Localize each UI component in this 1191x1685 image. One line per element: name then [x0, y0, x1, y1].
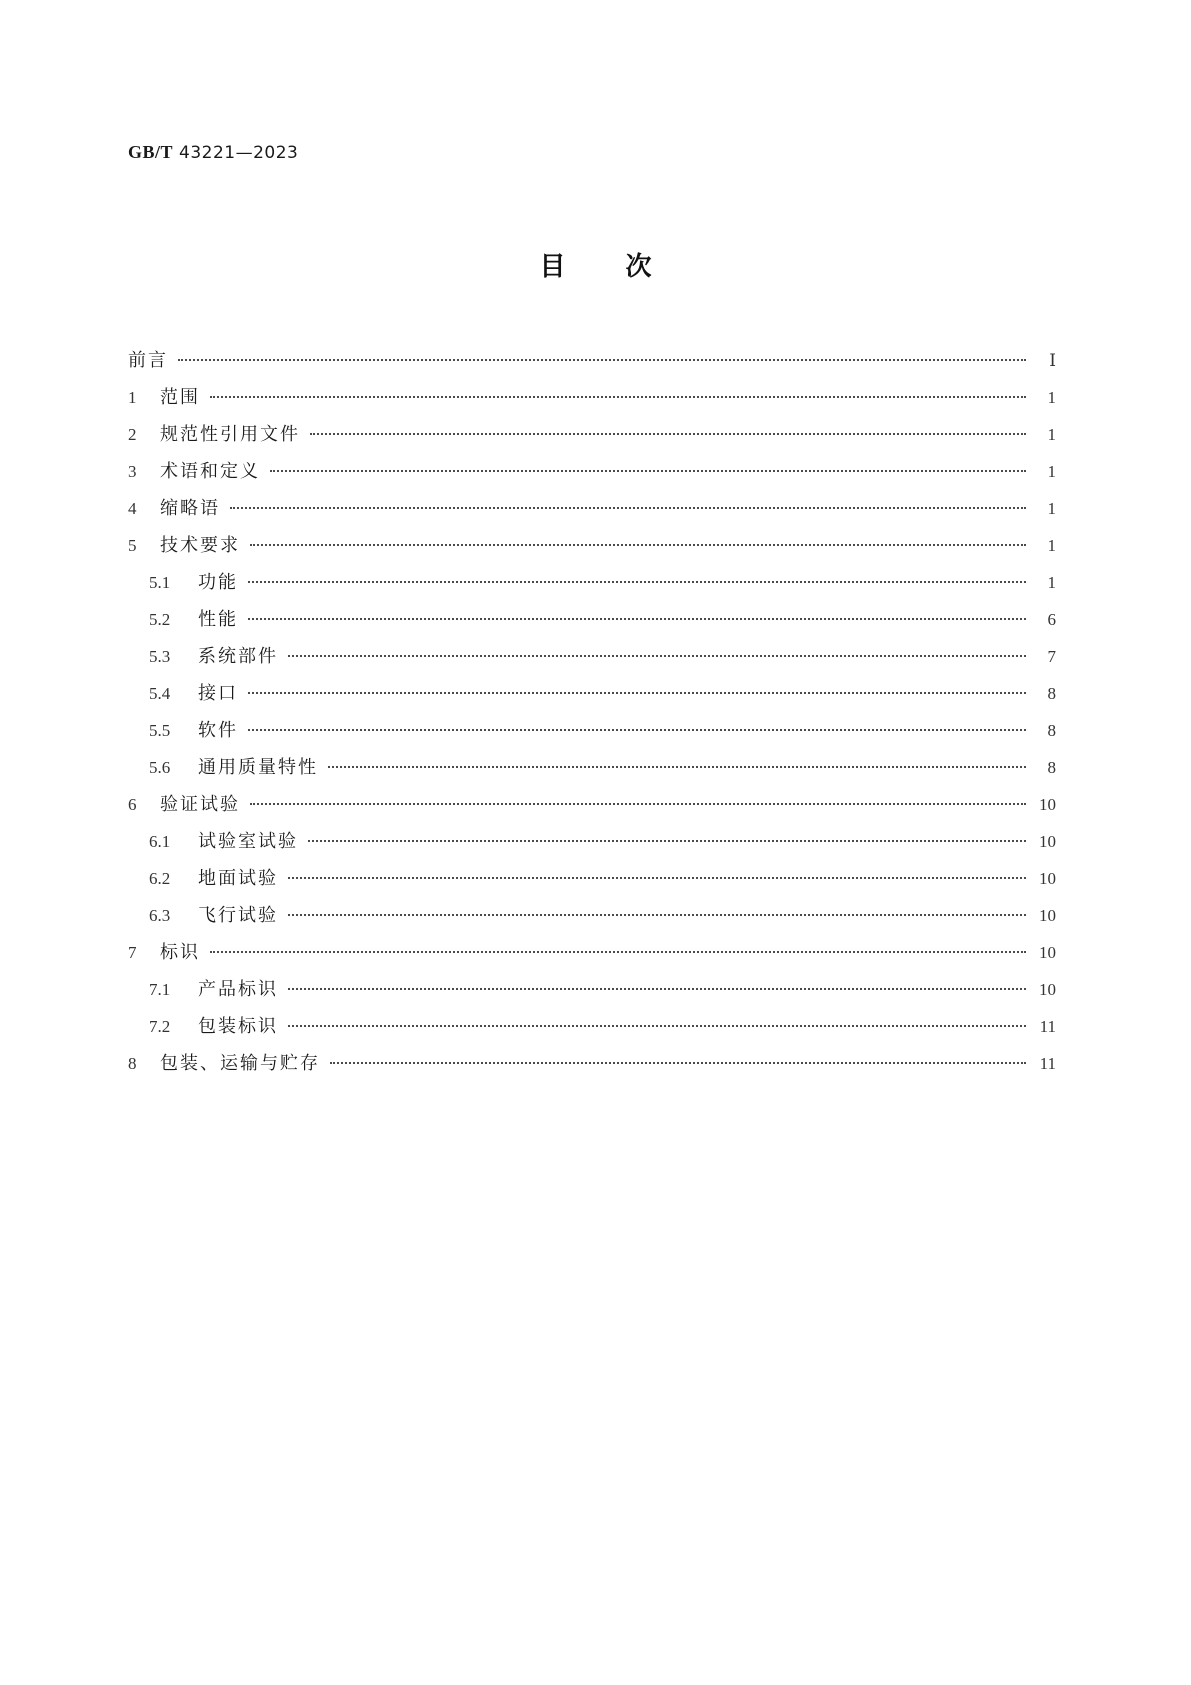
- toc-entry[interactable]: [128, 1045, 1056, 1082]
- toc-subentry[interactable]: [128, 564, 1056, 601]
- toc-entry-title: 包装标识: [198, 1016, 278, 1037]
- dot-leader: [288, 877, 1026, 879]
- toc-entry-title: 规范性引用文件: [160, 424, 300, 445]
- toc-entry-page: 8: [1047, 721, 1056, 740]
- toc-entry-page: 1: [1047, 536, 1056, 555]
- dot-leader: [248, 729, 1026, 731]
- toc-subentry[interactable]: [128, 897, 1056, 934]
- toc-entry-page: 1: [1047, 425, 1056, 444]
- toc-entry-number: 5.6: [149, 758, 171, 777]
- dot-leader: [250, 803, 1026, 805]
- toc-entry-title: 包装、运输与贮存: [160, 1053, 320, 1074]
- standard-prefix: GB/T: [128, 142, 174, 162]
- toc-entry-number: 6.3: [149, 906, 171, 925]
- toc-entry-number: 5.1: [149, 573, 171, 592]
- toc-entry[interactable]: [128, 416, 1056, 453]
- dot-leader: [330, 1062, 1026, 1064]
- dot-leader: [308, 840, 1026, 842]
- toc-entry[interactable]: [128, 527, 1056, 564]
- toc-entry-title: 接口: [198, 683, 238, 704]
- toc-subentry[interactable]: [128, 675, 1056, 712]
- toc-entry-title: 缩略语: [160, 498, 220, 519]
- dot-leader: [288, 655, 1026, 657]
- toc-entry-page: 1: [1047, 388, 1056, 407]
- toc-entry-number: 7: [128, 943, 137, 962]
- dot-leader: [248, 581, 1026, 583]
- toc-entry-page: Ⅰ: [1049, 351, 1056, 370]
- dot-leader: [288, 914, 1026, 916]
- toc-subentry[interactable]: [128, 971, 1056, 1008]
- toc-entry-page: 11: [1039, 1017, 1056, 1036]
- toc-entry-page: 10: [1039, 906, 1056, 925]
- toc-entry-page: 7: [1047, 647, 1056, 666]
- dot-leader: [248, 692, 1026, 694]
- toc-subentry[interactable]: [128, 823, 1056, 860]
- dot-leader: [178, 359, 1026, 361]
- toc-entry-number: 6.1: [149, 832, 171, 851]
- toc-entry-title: 性能: [198, 609, 238, 630]
- toc-entry-page: 10: [1039, 943, 1056, 962]
- dot-leader: [270, 470, 1026, 472]
- toc-entry-number: 4: [128, 499, 137, 518]
- toc-subentry[interactable]: [128, 712, 1056, 749]
- toc-entry-title: 通用质量特性: [198, 757, 318, 778]
- toc-entry-page: 6: [1047, 610, 1056, 629]
- toc-entry-title: 前言: [128, 350, 168, 371]
- dot-leader: [250, 544, 1026, 546]
- toc-entry-number: 5: [128, 536, 137, 555]
- toc-entry[interactable]: [128, 342, 1056, 379]
- toc-entry-page: 1: [1047, 499, 1056, 518]
- toc-subentry[interactable]: [128, 638, 1056, 675]
- dot-leader: [328, 766, 1026, 768]
- toc-entry-title: 飞行试验: [198, 905, 278, 926]
- dot-leader: [230, 507, 1026, 509]
- toc-entry[interactable]: [128, 379, 1056, 416]
- toc-entry-title: 试验室试验: [198, 831, 298, 852]
- toc-entry[interactable]: [128, 786, 1056, 823]
- toc-subentry[interactable]: [128, 601, 1056, 638]
- toc-entry-page: 1: [1047, 573, 1056, 592]
- toc-title: 目次: [539, 252, 712, 282]
- toc-entry-number: 7.1: [149, 980, 171, 999]
- toc-entry-title: 标识: [160, 942, 200, 963]
- toc-entry-page: 11: [1039, 1054, 1056, 1073]
- toc-entry-page: 8: [1047, 684, 1056, 703]
- toc-entry-number: 2: [128, 425, 137, 444]
- toc-entry-page: 1: [1047, 462, 1056, 481]
- standard-code: 43221—2023: [179, 143, 299, 163]
- toc-entry-title: 地面试验: [198, 868, 278, 889]
- dot-leader: [210, 951, 1026, 953]
- toc-entry-title: 产品标识: [198, 979, 278, 1000]
- toc-entry-title: 术语和定义: [160, 461, 260, 482]
- toc-entry-number: 5.4: [149, 684, 171, 703]
- toc-entry-page: 10: [1039, 832, 1056, 851]
- toc-entry-title: 范围: [160, 387, 200, 408]
- toc-entry[interactable]: [128, 453, 1056, 490]
- toc-subentry[interactable]: [128, 749, 1056, 786]
- toc-entry-title: 功能: [198, 572, 238, 593]
- toc-entry[interactable]: [128, 934, 1056, 971]
- standard-number: [128, 142, 298, 163]
- dot-leader: [210, 396, 1026, 398]
- toc-entry-number: 7.2: [149, 1017, 171, 1036]
- toc-entry-number: 5.2: [149, 610, 171, 629]
- toc-entry-title: 软件: [198, 720, 238, 741]
- toc-entry-page: 8: [1047, 758, 1056, 777]
- toc-subentry[interactable]: [128, 860, 1056, 897]
- toc-entry-page: 10: [1039, 795, 1056, 814]
- toc-entry[interactable]: [128, 490, 1056, 527]
- dot-leader: [288, 1025, 1026, 1027]
- toc-entry-number: 8: [128, 1054, 137, 1073]
- toc-entry-page: 10: [1039, 980, 1056, 999]
- toc-subentry[interactable]: [128, 1008, 1056, 1045]
- toc-entry-number: 5.5: [149, 721, 171, 740]
- toc-entry-title: 系统部件: [198, 646, 278, 667]
- toc-entry-number: 6.2: [149, 869, 171, 888]
- toc-entry-title: 技术要求: [160, 535, 240, 556]
- toc-entry-number: 5.3: [149, 647, 171, 666]
- dot-leader: [288, 988, 1026, 990]
- toc-entry-number: 6: [128, 795, 137, 814]
- toc-entry-page: 10: [1039, 869, 1056, 888]
- toc-entry-title: 验证试验: [160, 794, 240, 815]
- toc-entry-number: 1: [128, 388, 137, 407]
- table-of-contents: [128, 342, 1056, 1082]
- toc-entry-number: 3: [128, 462, 137, 481]
- dot-leader: [248, 618, 1026, 620]
- dot-leader: [310, 433, 1026, 435]
